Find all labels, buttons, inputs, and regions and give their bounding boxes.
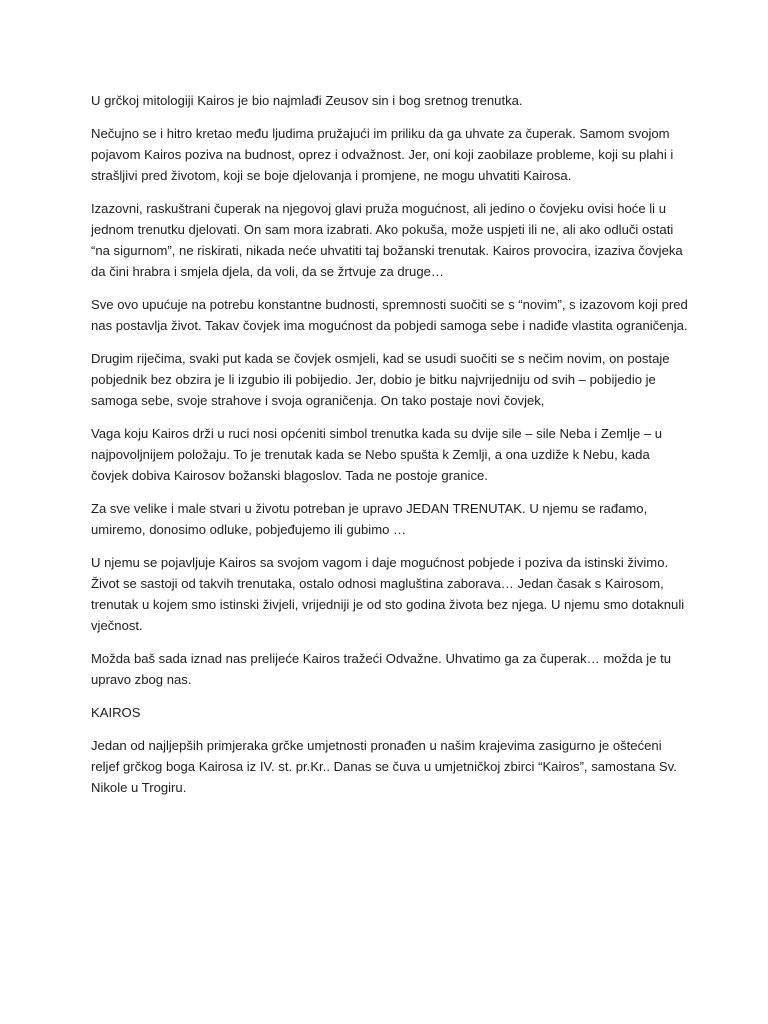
paragraph-intro: U grčkoj mitologiji Kairos je bio najmlađi Zeusov sin i bog sretnog trenutka. <box>91 93 523 108</box>
paragraph-relief-trogir: Jedan od najljepših primjeraka grčke umjetnosti pronađen u našim krajevima zasigurno je oštećeni reljef grčkog boga Kairosa iz IV. st. pr.Kr.. Danas se čuva u umjetničkoj zbirci “Kairos”, samostana Sv. Nikole u Trogiru. <box>91 738 677 795</box>
document-body <box>91 90 689 810</box>
paragraph-vigilance: Sve ovo upućuje na potrebu konstantne budnosti, spremnosti suočiti se s “novim”, s izazovom koji pred nas postavlja život. Takav čovjek ima mogućnost da pobjedi samoga sebe i nadiđe vlastita ograničenja. <box>91 297 688 333</box>
paragraph-scales: Vaga koju Kairos drži u ruci nosi općeniti simbol trenutka kada su dvije sile – sile Neba i Zemlje – u najpovoljnijem položaju. To je trenutak kada se Nebo spušta k Zemlji, a ona uzdiže k Nebu, kada čovjek dobiva Kairosov božanski blagoslov. Tada ne postoje granice. <box>91 426 663 483</box>
paragraph-one-moment: Za sve velike i male stvari u životu potreban je upravo JEDAN TRENUTAK. U njemu se rađamo, umiremo, donosimo odluke, pobjeđujemo ili gubimo … <box>91 501 648 537</box>
paragraph-seek-brave: Možda baš sada iznad nas prelijeće Kairos tražeći Odvažne. Uhvatimo ga za čuperak… možda je tu upravo zbog nas. <box>91 651 672 687</box>
paragraph-forelock: Izazovni, raskuštrani čuperak na njegovoj glavi pruža mogućnost, ali jedino o čovjeku ovisi hoće li u jednom trenutku djelovati. On sam mora izabrati. Ako pokuša, može uspjeti ili ne, ali ako odluči ostati “na sigurnom”, ne riskirati, nikada neće uhvatiti taj božanski trenutak. Kairos provocira, izaziva čovjeka da čini hrabra i smjela djela, da voli, da se žrtvuje za druge… <box>91 201 683 279</box>
paragraph-eternity: U njemu se pojavljuje Kairos sa svojom vagom i daje mogućnost pobjede i poziva da istinski živimo. Život se sastoji od takvih trenutaka, ostalo odnosi magluština zaborava… Jedan časak s Kairosom, trenutak u kojem smo istinski živjeli, vrijedniji je od sto godina života bez njega. U njemu smo dotaknuli vječnost. <box>91 555 685 633</box>
paragraph-new-person: Drugim riječima, svaki put kada se čovjek osmjeli, kad se usudi suočiti se s nečim novim, on postaje pobjednik bez obzira je li izgubio ili pobijedio. Jer, dobio je bitku najvrijedniju od svih – pobijedio je samoga sebe, svoje strahove i svoja ograničenja. On tako postaje novi čovjek, <box>91 351 670 408</box>
paragraph-kairos-movement: Nečujno se i hitro kretao među ljudima pružajući im priliku da ga uhvate za čuperak. Samom svojom pojavom Kairos poziva na budnost, oprez i odvažnost. Jer, oni koji zaobilaze probleme, koji su plahi i strašljivi pred životom, koji se boje djelovanja i promjene, ne mogu uhvatiti Kairosa. <box>91 126 674 183</box>
section-heading-kairos: KAIROS <box>91 705 141 720</box>
